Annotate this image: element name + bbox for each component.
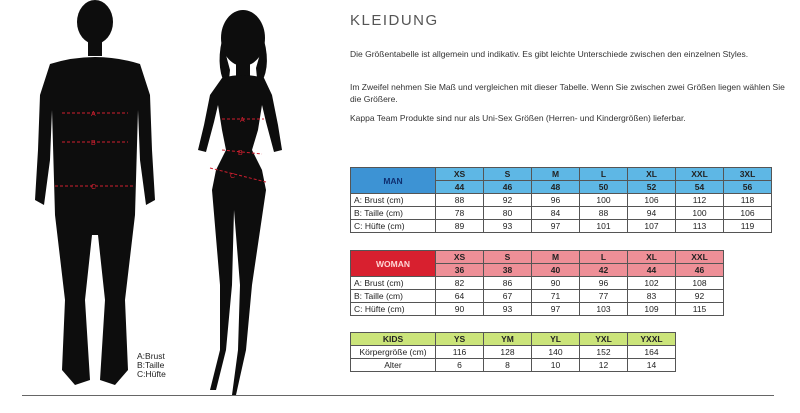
man-size-l: L bbox=[580, 168, 628, 181]
table-cell: 88 bbox=[580, 207, 628, 220]
man-size-xl: XL bbox=[628, 168, 676, 181]
row-label: Alter bbox=[351, 359, 436, 372]
kids-size-ym: YM bbox=[484, 333, 532, 346]
unisex-paragraph: Kappa Team Produkte sind nur als Uni-Sex Größen (Herren- und Kindergrößen) lieferbar. bbox=[350, 113, 686, 123]
table-cell: 8 bbox=[484, 359, 532, 372]
kids-row-age bbox=[351, 359, 676, 372]
table-cell: 116 bbox=[436, 346, 484, 359]
man-size-s: S bbox=[484, 168, 532, 181]
man-number: 48 bbox=[532, 181, 580, 194]
table-cell: 84 bbox=[532, 207, 580, 220]
table-cell: 90 bbox=[436, 303, 484, 316]
woman-number: 46 bbox=[676, 264, 724, 277]
table-cell: 112 bbox=[676, 194, 724, 207]
man-number: 50 bbox=[580, 181, 628, 194]
row-label: B: Taille (cm) bbox=[351, 207, 436, 220]
man-row-huefte bbox=[351, 220, 772, 233]
table-cell: 97 bbox=[532, 303, 580, 316]
man-size-table bbox=[350, 167, 772, 233]
table-cell: 96 bbox=[532, 194, 580, 207]
table-cell: 164 bbox=[628, 346, 676, 359]
man-number: 52 bbox=[628, 181, 676, 194]
table-cell: 80 bbox=[484, 207, 532, 220]
table-cell: 100 bbox=[580, 194, 628, 207]
man-row-taille bbox=[351, 207, 772, 220]
table-cell: 97 bbox=[532, 220, 580, 233]
woman-number: 44 bbox=[628, 264, 676, 277]
table-cell: 109 bbox=[628, 303, 676, 316]
man-number: 44 bbox=[436, 181, 484, 194]
table-cell: 67 bbox=[484, 290, 532, 303]
table-cell: 86 bbox=[484, 277, 532, 290]
table-cell: 94 bbox=[628, 207, 676, 220]
intro-paragraph: Die Größentabelle ist allgemein und indikativ. Es gibt leichte Unterschiede zwischen den einzelnen Styles. bbox=[350, 49, 749, 59]
man-silhouette bbox=[35, 0, 155, 385]
woman-size-xl: XL bbox=[628, 251, 676, 264]
kids-size-table bbox=[350, 332, 676, 372]
woman-size-xxl: XXL bbox=[676, 251, 724, 264]
table-cell: 93 bbox=[484, 220, 532, 233]
table-cell: 108 bbox=[676, 277, 724, 290]
kids-row-height bbox=[351, 346, 676, 359]
table-cell: 107 bbox=[628, 220, 676, 233]
woman-row-taille bbox=[351, 290, 724, 303]
table-cell: 113 bbox=[676, 220, 724, 233]
table-cell: 89 bbox=[436, 220, 484, 233]
man-row-brust bbox=[351, 194, 772, 207]
woman-marker-b: B bbox=[238, 150, 243, 157]
row-label: A: Brust (cm) bbox=[351, 277, 436, 290]
table-cell: 100 bbox=[676, 207, 724, 220]
legend-taille: B:Taille bbox=[137, 360, 165, 370]
legend-brust: A:Brust bbox=[137, 351, 165, 361]
woman-size-m: M bbox=[532, 251, 580, 264]
table-cell: 128 bbox=[484, 346, 532, 359]
table-cell: 96 bbox=[580, 277, 628, 290]
table-cell: 92 bbox=[676, 290, 724, 303]
man-number: 56 bbox=[724, 181, 772, 194]
row-label: A: Brust (cm) bbox=[351, 194, 436, 207]
table-cell: 6 bbox=[436, 359, 484, 372]
woman-number: 42 bbox=[580, 264, 628, 277]
table-cell: 12 bbox=[580, 359, 628, 372]
body-silhouettes bbox=[0, 0, 345, 413]
table-cell: 119 bbox=[724, 220, 772, 233]
kids-size-ys: YS bbox=[436, 333, 484, 346]
table-cell: 101 bbox=[580, 220, 628, 233]
table-cell: 103 bbox=[580, 303, 628, 316]
kids-size-yl: YL bbox=[532, 333, 580, 346]
table-cell: 64 bbox=[436, 290, 484, 303]
table-cell: 77 bbox=[580, 290, 628, 303]
man-number: 46 bbox=[484, 181, 532, 194]
table-cell: 118 bbox=[724, 194, 772, 207]
row-label: B: Taille (cm) bbox=[351, 290, 436, 303]
kids-size-yxl: YXL bbox=[580, 333, 628, 346]
man-number: 54 bbox=[676, 181, 724, 194]
measure-advice-paragraph: Im Zweifel nehmen Sie Maß und vergleichen mit dieser Tabelle. Wenn Sie zwischen zwei Größen liegen wählen Sie die Größere. bbox=[350, 82, 785, 104]
kids-label: KIDS bbox=[351, 333, 436, 346]
table-cell: 10 bbox=[532, 359, 580, 372]
man-marker-a: A bbox=[91, 111, 96, 118]
row-label: C: Hüfte (cm) bbox=[351, 303, 436, 316]
woman-row-brust bbox=[351, 277, 724, 290]
woman-size-xs: XS bbox=[436, 251, 484, 264]
legend-huefte: C:Hüfte bbox=[137, 369, 166, 379]
table-cell: 106 bbox=[628, 194, 676, 207]
row-label: C: Hüfte (cm) bbox=[351, 220, 436, 233]
woman-marker-c: C bbox=[230, 173, 236, 180]
man-marker-c: C bbox=[91, 184, 97, 191]
woman-label: WOMAN bbox=[351, 251, 436, 277]
man-size-xxl: XXL bbox=[676, 168, 724, 181]
table-cell: 102 bbox=[628, 277, 676, 290]
man-size-3xl: 3XL bbox=[724, 168, 772, 181]
row-label: Körpergröße (cm) bbox=[351, 346, 436, 359]
woman-number: 36 bbox=[436, 264, 484, 277]
table-cell: 93 bbox=[484, 303, 532, 316]
man-label: MAN bbox=[351, 168, 436, 194]
man-marker-b: B bbox=[91, 140, 96, 147]
woman-silhouette bbox=[198, 10, 282, 395]
bottom-divider bbox=[22, 395, 774, 396]
page-title: KLEIDUNG bbox=[350, 12, 439, 29]
woman-number: 40 bbox=[532, 264, 580, 277]
table-cell: 106 bbox=[724, 207, 772, 220]
table-cell: 83 bbox=[628, 290, 676, 303]
table-cell: 71 bbox=[532, 290, 580, 303]
table-cell: 92 bbox=[484, 194, 532, 207]
woman-size-table bbox=[350, 250, 724, 316]
table-cell: 14 bbox=[628, 359, 676, 372]
table-cell: 115 bbox=[676, 303, 724, 316]
man-size-m: M bbox=[532, 168, 580, 181]
woman-row-huefte bbox=[351, 303, 724, 316]
woman-size-s: S bbox=[484, 251, 532, 264]
table-cell: 78 bbox=[436, 207, 484, 220]
woman-size-l: L bbox=[580, 251, 628, 264]
woman-number: 38 bbox=[484, 264, 532, 277]
table-cell: 82 bbox=[436, 277, 484, 290]
kids-size-yxxl: YXXL bbox=[628, 333, 676, 346]
table-cell: 152 bbox=[580, 346, 628, 359]
woman-marker-a: A bbox=[240, 117, 245, 124]
man-size-xs: XS bbox=[436, 168, 484, 181]
figure-legend bbox=[137, 352, 166, 379]
table-cell: 90 bbox=[532, 277, 580, 290]
table-cell: 140 bbox=[532, 346, 580, 359]
table-cell: 88 bbox=[436, 194, 484, 207]
